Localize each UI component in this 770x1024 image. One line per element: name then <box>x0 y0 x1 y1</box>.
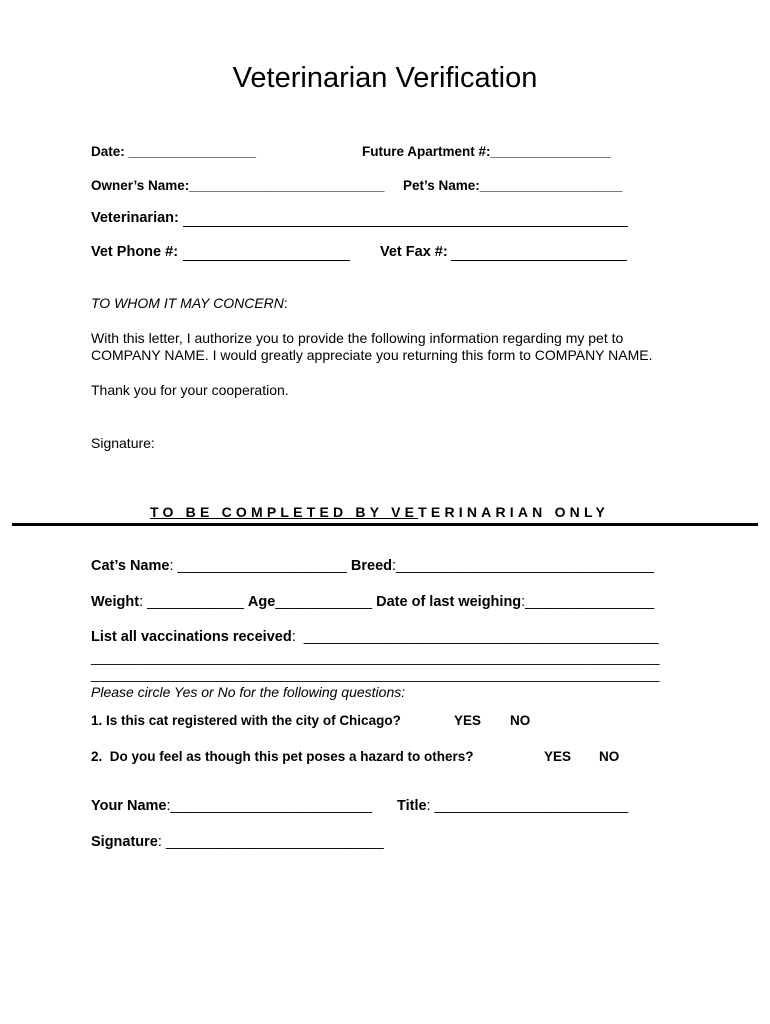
title-label: Title <box>397 798 427 814</box>
owners-name-field[interactable]: Owner’s Name:__________________________ <box>91 178 385 193</box>
last-weighing-label: Date of last weighing <box>376 594 522 610</box>
vet-phone-blank[interactable] <box>183 260 350 261</box>
weight-label: Weight <box>91 594 140 610</box>
breed-label: Breed <box>350 558 392 574</box>
salutation-text: TO WHOM IT MAY CONCERN <box>91 295 284 311</box>
title-row[interactable] <box>397 798 628 814</box>
cats-name-row[interactable] <box>91 558 654 574</box>
cats-name-blank[interactable]: : _____________________ <box>169 558 351 574</box>
weight-blank[interactable]: : ____________ <box>139 594 248 610</box>
vet-signature-row[interactable] <box>91 834 384 850</box>
salutation-colon: : <box>283 295 288 311</box>
your-name-label: Your Name <box>91 798 167 814</box>
vet-section-heading-underlined: TO BE COMPLETED BY VE <box>150 504 419 520</box>
question-1-no[interactable]: NO <box>510 713 531 728</box>
section-divider <box>12 523 758 526</box>
last-weighing-blank[interactable]: :________________ <box>521 594 655 610</box>
future-apartment-field[interactable]: Future Apartment #:________________ <box>362 144 611 159</box>
question-1-yes[interactable]: YES <box>454 713 482 728</box>
veterinarian-blank[interactable] <box>183 226 628 227</box>
veterinarian-label: Veterinarian: <box>91 210 179 226</box>
question-2: 2. Do you feel as though this pet poses a hazard to others? <box>91 749 474 764</box>
page-title: Veterinarian Verification <box>232 62 538 94</box>
salutation <box>91 295 288 311</box>
cats-name-label: Cat’s Name <box>91 558 170 574</box>
vet-section-heading-rest: TERINARIAN ONLY <box>418 504 609 520</box>
vet-fax-blank[interactable] <box>451 260 627 261</box>
vet-section-heading <box>150 504 609 520</box>
vaccinations-blank[interactable]: : ____________________________________________ <box>291 629 659 645</box>
vet-signature-label: Signature <box>91 834 158 850</box>
age-label: Age <box>247 594 276 610</box>
question-2-no[interactable]: NO <box>599 749 620 764</box>
question-2-yes[interactable]: YES <box>544 749 572 764</box>
pets-name-field[interactable]: Pet’s Name:___________________ <box>403 178 623 193</box>
owner-signature-label: Signature: <box>91 435 155 451</box>
your-name-blank[interactable]: :_________________________ <box>166 798 373 814</box>
date-field[interactable]: Date: _________________ <box>91 144 257 159</box>
vet-fax-label: Vet Fax #: <box>380 244 448 260</box>
your-name-row[interactable] <box>91 798 372 814</box>
vet-signature-blank[interactable]: : ___________________________ <box>157 834 384 850</box>
vaccinations-line2[interactable]: _________________________________________________________________________ <box>91 649 660 665</box>
thanks-text: Thank you for your cooperation. <box>91 382 289 398</box>
letter-paragraph-line1: With this letter, I authorize you to provide the following information regarding my pet to <box>91 330 624 346</box>
question-1: 1. Is this cat registered with the city of Chicago? <box>91 713 401 728</box>
vaccinations-label: List all vaccinations received <box>91 629 292 645</box>
vaccinations-row[interactable] <box>91 629 659 645</box>
letter-paragraph-line2: COMPANY NAME. I would greatly appreciate you returning this form to COMPANY NAME. <box>91 347 653 363</box>
breed-blank[interactable]: :________________________________ <box>392 558 655 574</box>
vet-phone-label: Vet Phone #: <box>91 244 179 260</box>
vaccinations-line3[interactable]: _________________________________________________________________________ <box>91 666 660 682</box>
weight-row[interactable] <box>91 594 654 610</box>
age-blank[interactable]: ____________ <box>275 594 377 610</box>
title-blank[interactable]: : ________________________ <box>426 798 629 814</box>
circle-instruction: Please circle Yes or No for the following questions: <box>91 684 406 700</box>
